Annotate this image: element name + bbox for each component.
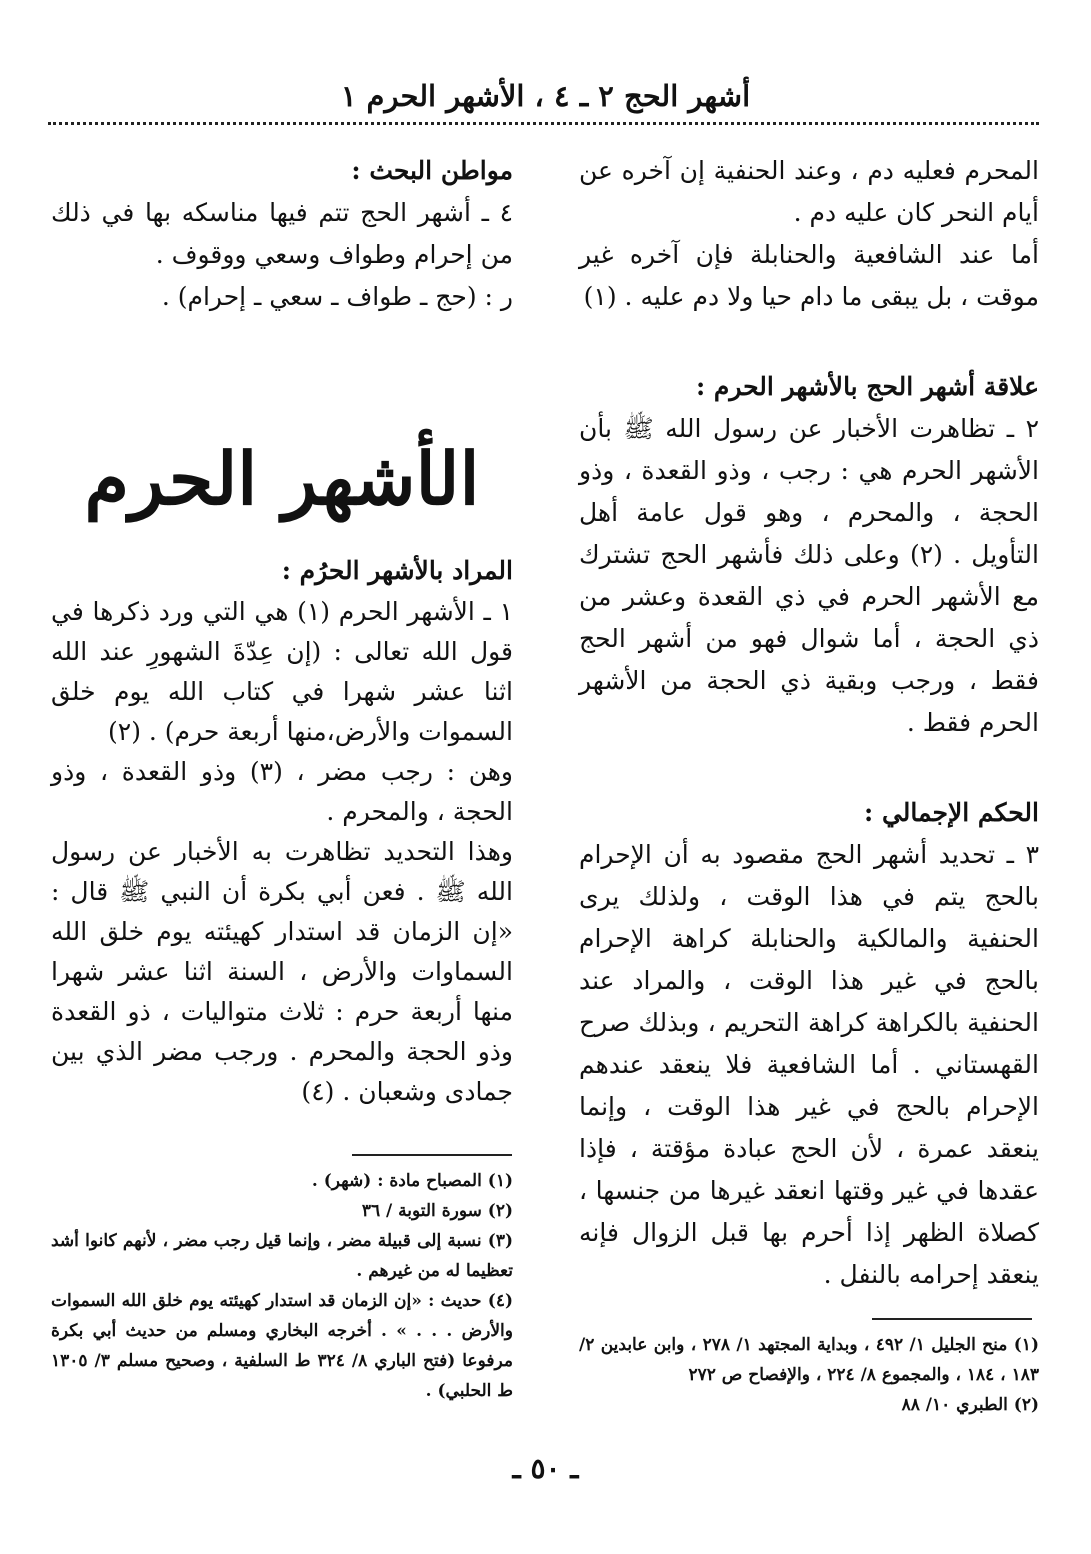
footnotes-right xyxy=(579,1330,1039,1420)
paragraph-months: وهن : رجب مضر ، (٣) وذو القعدة ، وذو الحجة ، والمحرم . xyxy=(51,757,513,826)
section-title: الأشهر الحرم xyxy=(84,436,480,521)
paragraph-shafiia: أما عند الشافعية والحنابلة فإن آخره غير موقت ، بل يبقى ما دام حيا ولا دم عليه . (١) xyxy=(579,240,1039,311)
paragraph-1: ١ ـ الأشهر الحرم (١) هي التي ورد ذكرها في قول الله تعالى : (إن عِدّةَ الشهورِ عند الله اثنا عشر شهرا في كتاب الله يوم خلق السموات والأرض،منها أربعة حرم) . (٢) xyxy=(51,597,513,746)
running-header: أشهر الحج ٢ ـ ٤ ، الأشهر الحرم ١ xyxy=(340,79,751,113)
paragraph-2: ٢ ـ تظاهرت الأخبار عن رسول الله ﷺ بأن الأشهر الحرم هي : رجب ، وذو القعدة ، وذو الحجة ، والمحرم ، وهو قول عامة أهل التأويل . (٢) وعلى ذلك فأشهر الحج تشترك مع الأشهر الحرم في ذي القعدة وعشر من ذي الحجة ، أما شوال فهو من أشهر الحج فقط ، ورجب وبقية ذي الحجة من الأشهر الحرم فقط . xyxy=(579,414,1039,737)
footnote-item: (١) منح الجليل ١/ ٤٩٢ ، وبداية المجتهد ١/ ٢٧٨ ، وابن عابدين ٢/ ١٨٣ ، ١٨٤ ، والمجموع ٨/ ٢٢٤ ، والإفصاح ص ٢٧٢ xyxy=(579,1335,1039,1385)
header-dotted-rule xyxy=(48,122,1039,125)
footnote-item: (٢) سورة التوبة / ٣٦ xyxy=(361,1201,513,1221)
footnote-rule-left xyxy=(352,1154,512,1156)
see-also-reference: ر : (حج ـ طواف ـ سعي ـ إحرام) . xyxy=(161,282,513,311)
footnote-rule-right xyxy=(872,1318,1032,1320)
heading-research-places: مواطن البحث : xyxy=(351,156,513,185)
footnote-item: (٢) الطبري ١٠/ ٨٨ xyxy=(901,1395,1039,1415)
footnotes-left xyxy=(51,1166,513,1406)
paragraph-continuation: المحرم فعليه دم ، وعند الحنفية إن آخره عن أيام النحر كان عليه دم . xyxy=(579,156,1039,227)
left-column xyxy=(51,150,513,1112)
paragraph-hadith: وهذا التحديد تظاهرت به الأخبار عن رسول الله ﷺ . فعن أبي بكرة أن النبي ﷺ قال : «إن الزمان قد استدار كهيئته يوم خلق الله السماوات والأرض ، السنة اثنا عشر شهرا منها أربعة حرم : ثلاث متواليات ، ذو القعدة وذو الحجة والمحرم . ورجب مضر الذي بين جمادى وشعبان . (٤) xyxy=(51,837,513,1106)
heading-general-ruling: الحكم الإجمالي : xyxy=(864,798,1039,827)
paragraph-3: ٣ ـ تحديد أشهر الحج مقصود به أن الإحرام بالحج يتم في هذا الوقت ، ولذلك يرى الحنفية والمالكية والحنابلة كراهة الإحرام بالحج في غير هذا الوقت ، والمراد عند الحنفية بالكراهة كراهة التحريم ، وبذلك صرح القهستاني . أما الشافعية فلا ينعقد عندهم الإحرام بالحج في غير هذا الوقت ، وإنما ينعقد عمرة ، لأن الحج عبادة مؤقتة ، فإذا عقدها في غير وقتها انعقد غيرها من جنسها ، كصلاة الظهر إذا أحرم بها قبل الزوال فإنه ينعقد إحرامه بالنفل . xyxy=(579,840,1039,1289)
footnote-item: (١) المصباح مادة : (شهر) . xyxy=(311,1171,513,1191)
page-number: ـ ٥٠ ـ xyxy=(512,1452,579,1485)
paragraph-4: ٤ ـ أشهر الحج تتم فيها مناسكه بها في ذلك من إحرام وطواف وسعي ووقوف . xyxy=(51,198,513,269)
right-column xyxy=(579,150,1039,1296)
footnote-item: (٤) حديث : «إن الزمان قد استدار كهيئته يوم خلق الله السموات والأرض . . . » . أخرجه البخاري ومسلم من حديث أبي بكرة مرفوعا (فتح الباري ٨/ ٣٢٤ ط السلفية ، وصحيح مسلم ٣/ ١٣٠٥ ط الحلبي) . xyxy=(51,1291,513,1401)
heading-meaning: المراد بالأشهر الحرُم : xyxy=(281,556,513,585)
footnote-item: (٣) نسبة إلى قبيلة مضر ، وإنما قيل رجب مضر ، لأنهم كانوا أشد تعظيما له من غيرهم . xyxy=(51,1231,513,1281)
heading-relation: علاقة أشهر الحج بالأشهر الحرم : xyxy=(695,372,1039,401)
